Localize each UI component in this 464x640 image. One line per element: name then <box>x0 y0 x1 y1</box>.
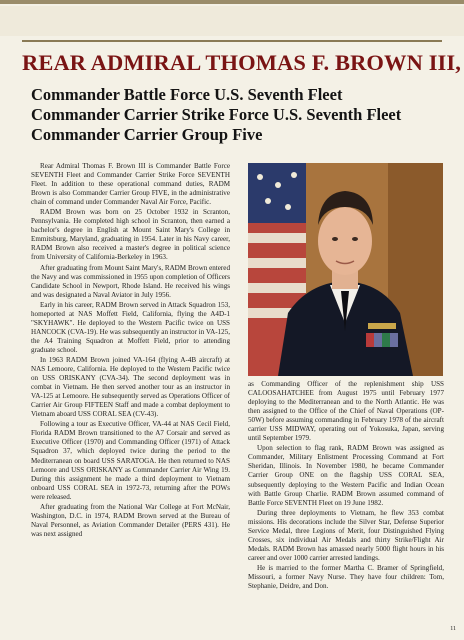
top-border <box>0 0 464 4</box>
left-paragraph-2: RADM Brown was born on 25 October 1932 in Scranton, Pennsylvania. He completed high school in Scranton, then earned a bachelor's degree in English at Mount Saint Mary's College in Emmitsburg, Maryland, graduating in 1954. Later in his Navy career, RADM Brown also received a master's degree in political science from University of California-Berkeley in 1963. <box>31 208 230 262</box>
right-paragraph-1: as Commanding Officer of the replenishment ship USS CALOOSAHATCHEE from August 1975 until February 1977 deploying to the Mediterranean and to the North Atlantic. He was then assigned to the Office of the Chief of Naval Operations (OP-50W) before assuming commanding in February 1978 of the aircraft carrier USS MIDWAY, operating out of Yokosuka, Japan, serving until September 1979. <box>248 380 444 443</box>
right-paragraph-2: Upon selection to flag rank, RADM Brown was assigned as Commander, Military Enlistment Processing Command at Fort Sheridan, Illinois. In November 1980, he became Commander Carrier Group ONE on the flagship USS CORAL SEA, subsequently deploying to the Western Pacific and Indian Ocean with Battle Group Charlie. RADM Brown assumed command of Battle Force SEVENTH Fleet on 19 June 1982. <box>248 444 444 507</box>
subtitle-line-2: Commander Carrier Strike Force U.S. Seventh Fleet <box>31 105 402 124</box>
left-paragraph-1: Rear Admiral Thomas F. Brown III is Commander Battle Force SEVENTH Fleet and Commander Carrier Strike Force SEVENTH Fleet. In addition to these operational command duties, RADM Brown is also Commander Carrier Group FIVE, in the administrative chain of command under Commander Naval Air Force, Pacific. <box>31 162 230 207</box>
left-paragraph-4: Early in his career, RADM Brown served in Attack Squadron 153, homeported at NAS Moffett Field, California, flying the A4D-1 "SKYHAWK". He deployed to the Western Pacific twice on USS HANCOCK (CVA-19). He was subsequently an instructor in VA-125, the A4 Training Squadron at Moffett Field, prior to attending graduate school. <box>31 300 231 354</box>
subtitle-block <box>31 85 451 145</box>
right-column <box>248 380 444 592</box>
page-title: REAR ADMIRAL THOMAS F. BROWN III, <box>22 50 461 75</box>
left-column <box>31 162 230 540</box>
right-paragraph-4: He is married to the former Martha C. Bramer of Springfield, Missouri, a former Navy Nurse. They have four children: Tom, Stephanie, Deidre, and Don. <box>248 563 444 591</box>
page-number: 11 <box>450 626 456 632</box>
left-paragraph-3: After graduating from Mount Saint Mary's, RADM Brown entered the Navy and was commissioned in 1955 upon completion of Officers Candidate School in Newport, Rhode Island. He received his wings and was designated a Naval Aviator in July 1956. <box>31 263 230 299</box>
left-paragraph-5: In 1963 RADM Brown joined VA-164 (flying A-4B aircraft) at NAS Lemoore, California. He deployed to the Western Pacific twice on USS ORISKANY (CVA-34). The second deployment was in combat in Vietnam. He then served another tour as an instructor in VA-125 at Lemoore. He subsequently served as Operations Officer of Carrier Air Group FIFTEEN Staff and made a combat deployment to Vietnam aboard USS CORAL SEA (CV-43). <box>31 355 230 419</box>
left-paragraph-7: After graduating from the National War College at Fort McNair, Washington, D.C. in 1974, RADM Brown served at the Bureau of Naval Personnel, as Aviation Commander Detailer (PERS 431). He was next assigned <box>31 502 230 538</box>
header-rule <box>22 40 442 42</box>
right-paragraph-3: During three deployments to Vietnam, he flew 353 combat missions. His decorations include the Silver Star, Defense Superior Service Medal, three Legions of Merit, four Distinguished Flying Crosses, six individual Air Medals and thirty Strike/Flight Air Medals. RADM Brown has amassed nearly 5000 flight hours in his career and over 1000 carrier arrested landings. <box>248 508 444 562</box>
left-paragraph-6: Following a tour as Executive Officer, VA-44 at NAS Cecil Field, Florida RADM Brown transitioned to the A7 Corsair and served as Executive Officer (1970) and Commanding Officer (1971) of Attack Squadron 37, which deployed twice during the period to the Mediterranean on board USS SARATOGA. He then returned to NAS Lemoore and USS ORISKANY as Commander Carrier Air Wing 19. During this assignment he made a third deployment to Vietnam onboard USS CORAL SEA in 1972-73, returning after the POWs were released. <box>31 420 230 501</box>
subtitle-line-3: Commander Carrier Group Five <box>31 125 263 144</box>
subtitle-line-1: Commander Battle Force U.S. Seventh Fleet <box>31 85 343 104</box>
portrait-photo <box>248 163 443 376</box>
top-strip <box>0 6 464 36</box>
